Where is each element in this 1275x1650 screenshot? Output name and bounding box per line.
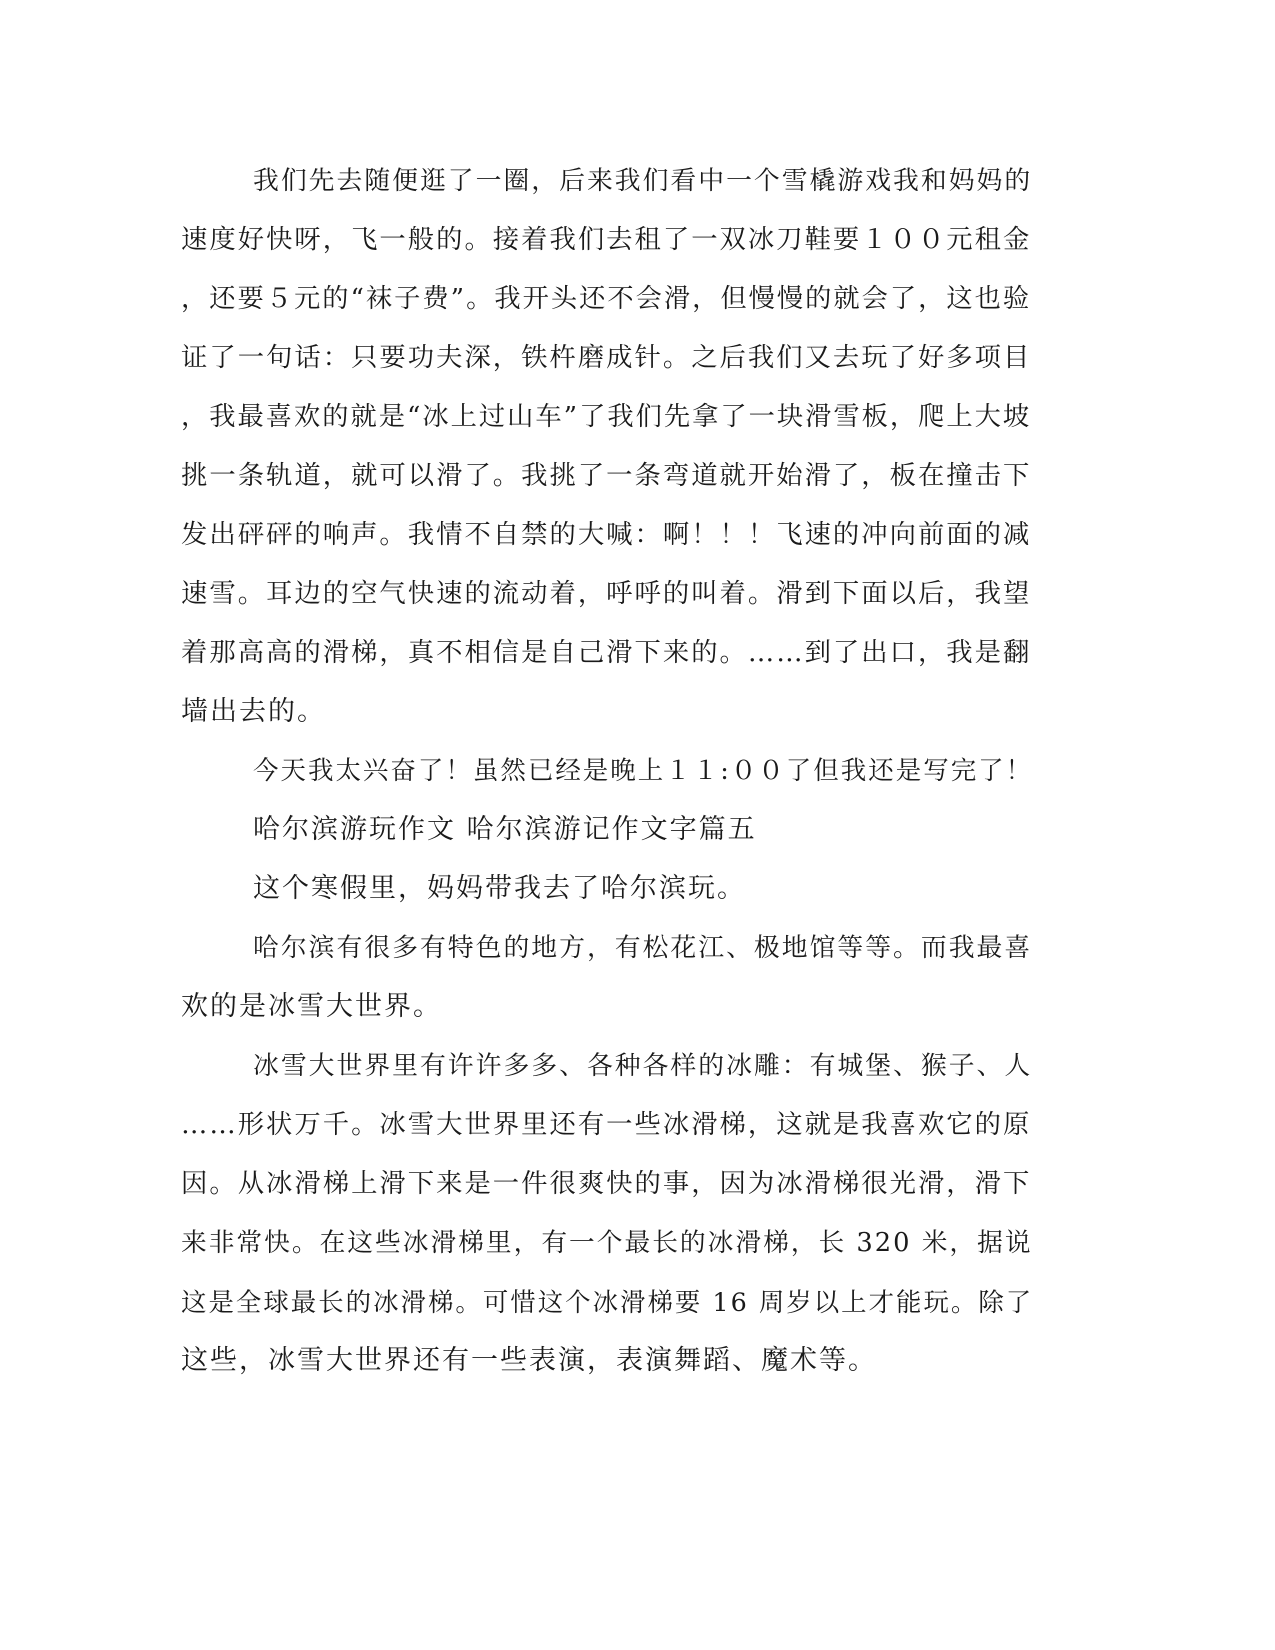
text-line: ，我最喜欢的就是“冰上过山车”了我们先拿了一块滑雪板，爬上大坡 bbox=[181, 402, 1032, 432]
text-line: 因。从冰滑梯上滑下来是一件很爽快的事，因为冰滑梯很光滑，滑下 bbox=[181, 1169, 1032, 1199]
text-line: 这是全球最长的冰滑梯。可惜这个冰滑梯要 16 周岁以上才能玩。除了 bbox=[181, 1287, 1034, 1317]
text-line: 今天我太兴奋了！虽然已经是晚上１１:００了但我还是写完了！ bbox=[253, 756, 1034, 786]
text-line: 这个寒假里，妈妈带我去了哈尔滨玩。 bbox=[253, 873, 746, 904]
text-line: 这些，冰雪大世界还有一些表演，表演舞蹈、魔术等。 bbox=[181, 1345, 877, 1376]
text-line: 速度好快呀，飞一般的。接着我们去租了一双冰刀鞋要１００元租金 bbox=[181, 225, 1032, 255]
text-line: 着那高高的滑梯，真不相信是自己滑下来的。……到了出口，我是翻 bbox=[181, 638, 1032, 668]
text-line: 挑一条轨道，就可以滑了。我挑了一条弯道就开始滑了，板在撞击下 bbox=[181, 461, 1032, 491]
heading-text: 哈尔滨游玩作文 哈尔滨游记作文字篇五 bbox=[253, 814, 757, 845]
text-line: 来非常快。在这些冰滑梯里，有一个最长的冰滑梯，长 320 米，据说 bbox=[181, 1228, 1033, 1258]
text-line: 冰雪大世界里有许许多多、各种各样的冰雕：有城堡、猴子、人 bbox=[253, 1051, 1033, 1081]
text-line: 我们先去随便逛了一圈，后来我们看中一个雪橇游戏我和妈妈的 bbox=[253, 166, 1033, 196]
text-line: 哈尔滨有很多有特色的地方，有松花江、极地馆等等。而我最喜 bbox=[253, 933, 1033, 963]
text-line: 证了一句话：只要功夫深，铁杵磨成针。之后我们又去玩了好多项目 bbox=[181, 343, 1032, 373]
text-line: 速雪。耳边的空气快速的流动着，呼呼的叫着。滑到下面以后，我望 bbox=[181, 579, 1032, 609]
text-line: ……形状万千。冰雪大世界里还有一些冰滑梯，这就是我喜欢它的原 bbox=[181, 1110, 1032, 1140]
text-line: 墙出去的。 bbox=[181, 696, 326, 727]
text-line: 发出砰砰的响声。我情不自禁的大喊：啊！！！飞速的冲向前面的减 bbox=[181, 520, 1032, 550]
text-line: ，还要５元的“袜子费”。我开头还不会滑，但慢慢的就会了，这也验 bbox=[181, 284, 1032, 314]
text-line: 欢的是冰雪大世界。 bbox=[181, 991, 442, 1022]
